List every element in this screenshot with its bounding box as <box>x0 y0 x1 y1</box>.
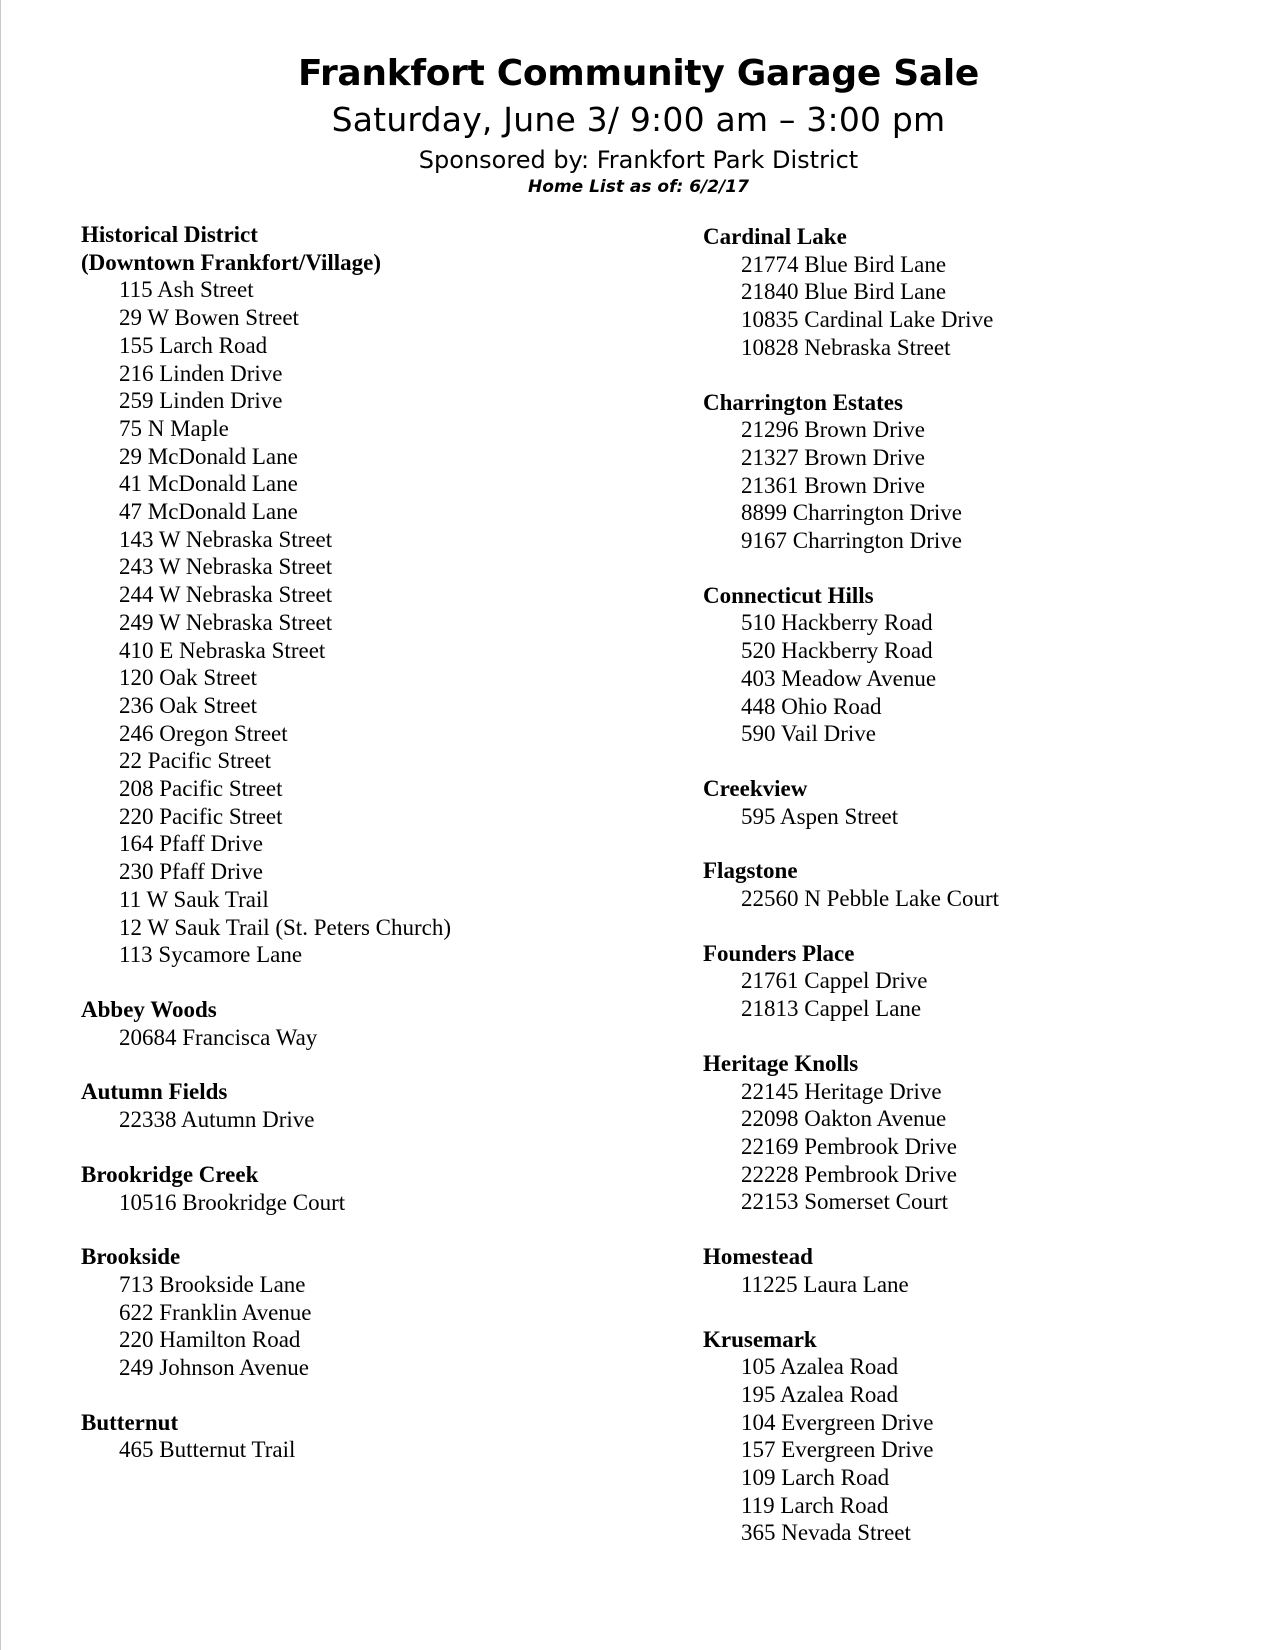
district-name: Brookridge Creek <box>81 1161 259 1187</box>
address-item: 22338 Autumn Drive <box>119 1107 315 1133</box>
address-item: 11 W Sauk Trail <box>119 886 269 912</box>
district-name: Connecticut Hills <box>703 582 874 608</box>
address-item: 243 W Nebraska Street <box>119 554 333 580</box>
address-item: 10828 Nebraska Street <box>741 334 951 360</box>
address-item: 9167 Charrington Drive <box>741 528 963 554</box>
district-name: Flagstone <box>703 858 798 884</box>
address-item: 21361 Brown Drive <box>741 472 925 498</box>
address-item: 120 Oak Street <box>119 665 257 691</box>
address-item: 249 Johnson Avenue <box>119 1355 309 1381</box>
district-connecticut-hills <box>703 582 999 748</box>
address-item: 21327 Brown Drive <box>741 444 925 470</box>
address-item: 143 W Nebraska Street <box>119 526 333 552</box>
address-item: 41 McDonald Lane <box>119 471 298 497</box>
address-item: 216 Linden Drive <box>119 360 283 386</box>
address-item: 109 Larch Road <box>741 1465 890 1491</box>
address-item: 230 Pfaff Drive <box>119 859 263 885</box>
address-item: 157 Evergreen Drive <box>741 1437 934 1463</box>
address-item: 22153 Somerset Court <box>741 1189 948 1215</box>
district-charrington-estates <box>703 389 999 555</box>
address-item: 520 Hackberry Road <box>741 638 933 664</box>
address-item: 12 W Sauk Trail (St. Peters Church) <box>119 914 452 940</box>
address-item: 29 W Bowen Street <box>119 305 299 331</box>
address-item: 590 Vail Drive <box>741 721 877 747</box>
address-item: 20684 Francisca Way <box>119 1024 318 1050</box>
address-item: 244 W Nebraska Street <box>119 582 333 608</box>
address-item: 195 Azalea Road <box>741 1381 899 1407</box>
district-krusemark <box>703 1326 999 1548</box>
district-name: Founders Place <box>703 940 855 966</box>
sponsor-line: Sponsored by: Frankfort Park District <box>418 146 859 174</box>
address-item: 105 Azalea Road <box>741 1354 899 1380</box>
address-item: 29 McDonald Lane <box>119 443 298 469</box>
address-item: 22228 Pembrook Drive <box>741 1161 957 1187</box>
district-name: Cardinal Lake <box>703 224 847 249</box>
address-item: 510 Hackberry Road <box>741 610 933 636</box>
address-item: 22169 Pembrook Drive <box>741 1133 957 1159</box>
address-item: 22560 N Pebble Lake Court <box>741 886 1000 912</box>
address-item: 164 Pfaff Drive <box>119 831 263 857</box>
address-item: 465 Butternut Trail <box>119 1437 296 1463</box>
address-item: 21813 Cappel Lane <box>741 996 922 1022</box>
address-item: 21840 Blue Bird Lane <box>741 279 947 305</box>
address-item: 220 Pacific Street <box>119 803 283 829</box>
district-name: Creekview <box>703 775 808 801</box>
address-item: 259 Linden Drive <box>119 388 283 414</box>
address-item: 713 Brookside Lane <box>119 1271 306 1297</box>
address-item: 8899 Charrington Drive <box>741 500 963 526</box>
address-item: 365 Nevada Street <box>741 1520 911 1546</box>
district-name: Brookside <box>81 1244 181 1270</box>
district-subname: (Downtown Frankfort/Village) <box>81 249 382 275</box>
district-autumn-fields <box>81 1078 451 1133</box>
district-abbey-woods <box>81 996 451 1051</box>
address-item: 403 Meadow Avenue <box>741 665 937 691</box>
left-column <box>81 221 451 1491</box>
address-item: 448 Ohio Road <box>741 693 882 719</box>
district-name: Charrington Estates <box>703 389 903 415</box>
address-item: 22145 Heritage Drive <box>741 1078 942 1104</box>
address-item: 115 Ash Street <box>119 277 254 303</box>
district-flagstone <box>703 857 999 912</box>
address-item: 410 E Nebraska Street <box>119 637 326 663</box>
address-item: 220 Hamilton Road <box>119 1327 301 1353</box>
address-item: 155 Larch Road <box>119 332 268 358</box>
district-name: Homestead <box>703 1244 813 1270</box>
district-brookside <box>81 1243 451 1382</box>
address-item: 11225 Laura Lane <box>741 1271 909 1297</box>
address-item: 595 Aspen Street <box>741 803 899 829</box>
address-item: 10835 Cardinal Lake Drive <box>741 307 994 333</box>
district-name: Historical District <box>81 222 258 247</box>
right-column <box>703 223 999 1574</box>
address-item: 21296 Brown Drive <box>741 417 925 443</box>
address-item: 21774 Blue Bird Lane <box>741 251 947 277</box>
address-item: 119 Larch Road <box>741 1492 889 1518</box>
district-name: Butternut <box>81 1409 179 1435</box>
address-item: 22098 Oakton Avenue <box>741 1106 947 1132</box>
district-name: Krusemark <box>703 1326 817 1352</box>
district-founders-place <box>703 940 999 1023</box>
address-item: 249 W Nebraska Street <box>119 609 333 635</box>
address-item: 22 Pacific Street <box>119 748 272 774</box>
district-brookridge-creek <box>81 1161 451 1216</box>
address-item: 236 Oak Street <box>119 692 257 718</box>
address-item: 246 Oregon Street <box>119 720 288 746</box>
address-item: 113 Sycamore Lane <box>119 942 303 968</box>
address-item: 208 Pacific Street <box>119 776 283 802</box>
page-title: Frankfort Community Garage Sale <box>297 53 980 94</box>
list-as-of-date: Home List as of: 6/2/17 <box>528 177 749 197</box>
district-name: Abbey Woods <box>81 996 217 1022</box>
address-item: 47 McDonald Lane <box>119 499 298 525</box>
address-item: 622 Franklin Avenue <box>119 1299 312 1325</box>
address-item: 10516 Brookridge Court <box>119 1189 346 1215</box>
address-item: 21761 Cappel Drive <box>741 968 928 994</box>
district-homestead <box>703 1243 999 1298</box>
district-name: Autumn Fields <box>81 1079 228 1105</box>
address-item: 104 Evergreen Drive <box>741 1409 934 1435</box>
event-date-time: Saturday, June 3/ 9:00 am – 3:00 pm <box>331 100 946 139</box>
district-heritage-knolls <box>703 1050 999 1216</box>
district-butternut <box>81 1409 451 1464</box>
address-item: 75 N Maple <box>119 415 229 441</box>
district-cardinal-lake <box>703 223 999 362</box>
district-historical-district <box>81 221 451 969</box>
district-name: Heritage Knolls <box>703 1050 859 1076</box>
district-creekview <box>703 775 999 830</box>
document-header <box>1 50 1275 198</box>
